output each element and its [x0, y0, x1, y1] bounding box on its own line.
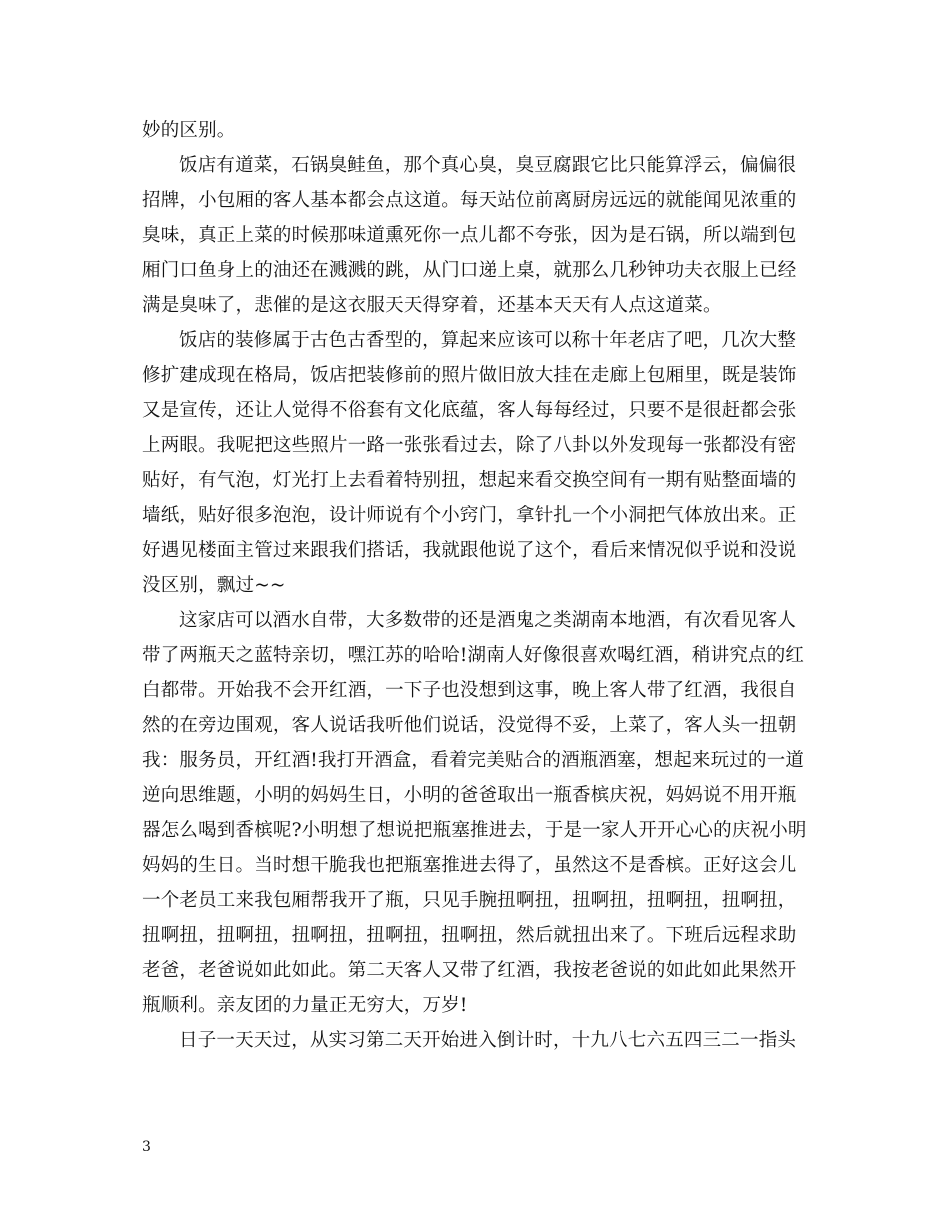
text-line: 墙纸，贴好很多泡泡，设计师说有个小窍门，拿针扎一个小洞把气体放出来。正	[142, 505, 797, 526]
text-line: 器怎么喝到香槟呢?小明想了想说把瓶塞推进去，于是一家人开开心心的庆祝小明	[142, 820, 807, 841]
text-line: 上两眼。我呢把这些照片一路一张张看过去，除了八卦以外发现每一张都没有密	[142, 435, 797, 456]
text-line: 臭味，真正上菜的时候那味道熏死你一点儿都不夸张，因为是石锅，所以端到包	[142, 225, 797, 246]
text-line: 日子一天天过，从实习第二天开始进入倒计时，十九八七六五四三二一指头	[179, 1030, 797, 1051]
text-line: 饭店的装修属于古色古香型的，算起来应该可以称十年老店了吧，几次大整	[179, 330, 797, 351]
text-line: 招牌，小包厢的客人基本都会点这道。每天站位前离厨房远远的就能闻见浓重的	[142, 190, 797, 211]
text-line: 逆向思维题，小明的妈妈生日，小明的爸爸取出一瓶香槟庆祝，妈妈说不用开瓶	[142, 785, 797, 806]
text-line: 一个老员工来我包厢帮我开了瓶，只见手腕扭啊扭，扭啊扭，扭啊扭，扭啊扭，	[142, 890, 797, 911]
text-line: 老爸，老爸说如此如此。第二天客人又带了红酒，我按老爸说的如此如此果然开	[142, 960, 797, 981]
text-line: 修扩建成现在格局，饭店把装修前的照片做旧放大挂在走廊上包厢里，既是装饰	[142, 365, 797, 386]
text-line: 扭啊扭，扭啊扭，扭啊扭，扭啊扭，扭啊扭，然后就扭出来了。下班后远程求助	[142, 925, 797, 946]
text-line: 饭店有道菜，石锅臭鲑鱼，那个真心臭，臭豆腐跟它比只能算浮云，偏偏很	[179, 155, 797, 176]
text-line: 白都带。开始我不会开红酒，一下子也没想到这事，晚上客人带了红酒，我很自	[142, 680, 797, 701]
text-line: 瓶顺利。亲友团的力量正无穷大，万岁!	[142, 995, 468, 1016]
text-line: 满是臭味了，悲催的是这衣服天天得穿着，还基本天天有人点这道菜。	[142, 295, 722, 316]
text-line: 带了两瓶天之蓝特亲切，嘿江苏的哈哈!湖南人好像很喜欢喝红酒，稍讲究点的红	[142, 645, 805, 666]
text-line: 贴好，有气泡，灯光打上去看着特别扭，想起来看交换空间有一期有贴整面墙的	[142, 470, 797, 491]
text-line: 没区别，飘过~~	[142, 575, 286, 596]
text-line: 这家店可以酒水自带，大多数带的还是酒鬼之类湖南本地酒，有次看见客人	[179, 610, 797, 631]
text-line: 妈妈的生日。当时想干脆我也把瓶塞推进去得了，虽然这不是香槟。正好这会儿	[142, 855, 797, 876]
text-line: 然的在旁边围观，客人说话我听他们说话，没觉得不妥，上菜了，客人头一扭朝	[142, 715, 797, 736]
text-line: 好遇见楼面主管过来跟我们搭话，我就跟他说了这个，看后来情况似乎说和没说	[142, 540, 797, 561]
text-line: 我：服务员，开红酒!我打开酒盒，看着完美贴合的酒瓶酒塞，想起来玩过的一道	[142, 750, 805, 771]
text-line: 又是宣传，还让人觉得不俗套有文化底蕴，客人每每经过，只要不是很赶都会张	[142, 400, 797, 421]
text-line: 妙的区别。	[142, 120, 236, 141]
body-text	[142, 113, 814, 1058]
page-number: 3	[142, 1139, 151, 1155]
text-line: 厢门口鱼身上的油还在溅溅的跳，从门口递上桌，就那么几秒钟功夫衣服上已经	[142, 260, 797, 281]
